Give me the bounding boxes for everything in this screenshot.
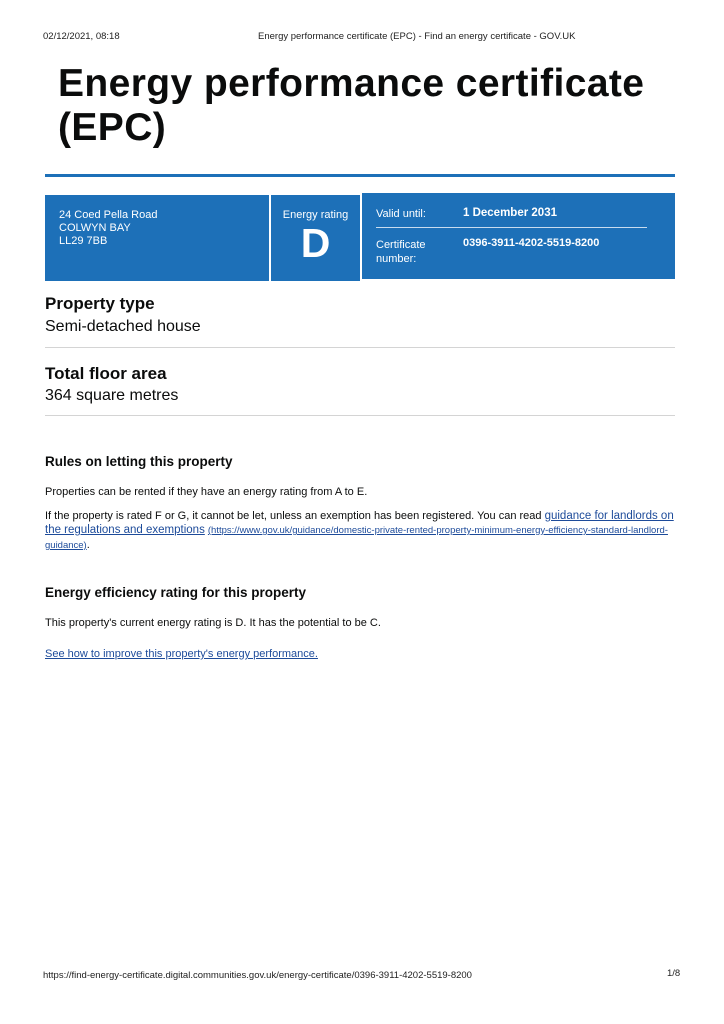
address-line-town: COLWYN BAY [59, 222, 131, 234]
address-panel [45, 195, 269, 281]
landlord-guidance-url-link[interactable]: (https://www.gov.uk/guidance/domestic-private-rented-property-minimum-energy-efficiency-standard-landlord-guidance) [45, 525, 668, 551]
page-number: 1/8 [667, 968, 681, 979]
valid-until-value: 1 December 2031 [463, 207, 557, 219]
property-type-heading: Property type [45, 294, 155, 313]
efficiency-rating-heading: Energy efficiency rating for this property [45, 585, 307, 600]
energy-rating-label: Energy rating [282, 209, 349, 221]
letting-rules-heading: Rules on letting this property [45, 454, 233, 469]
summary-divider [45, 347, 675, 348]
page-title: Energy performance certificate (EPC) [58, 62, 645, 149]
property-address [59, 209, 157, 248]
floor-area-value: 364 square metres [45, 387, 179, 404]
exemptions-text-prefix: If the property is rated F or G, it cannot be let, unless an exemption has been registered. You can read [45, 510, 545, 522]
certificate-number-value: 0396-3911-4202-5519-8200 [463, 237, 600, 249]
energy-rating-value: D [300, 220, 331, 266]
certificate-number-label: Certificate number: [376, 239, 426, 265]
energy-rating-panel [271, 195, 360, 281]
certificate-panel [362, 193, 675, 279]
footer-url: https://find-energy-certificate.digital.communities.gov.uk/energy-certificate/0396-3911-4202-5519-8200 [43, 970, 472, 981]
address-line-street: 24 Coed Pella Road [59, 209, 158, 221]
print-page-title: Energy performance certificate (EPC) - Find an energy certificate - GOV.UK [258, 31, 576, 42]
efficiency-rating-text: This property's current energy rating is D. It has the potential to be C. [45, 617, 381, 629]
improve-energy-performance-link[interactable]: See how to improve this property's energy performance. [45, 648, 318, 660]
title-divider [45, 174, 675, 177]
letting-rules-exemptions-text [45, 509, 681, 553]
property-type-value: Semi-detached house [45, 318, 201, 335]
certificate-divider [376, 227, 647, 228]
print-datetime: 02/12/2021, 08:18 [43, 31, 120, 42]
floor-area-heading: Total floor area [45, 364, 167, 383]
exemptions-text-suffix: . [86, 539, 90, 551]
valid-until-label: Valid until: [376, 208, 426, 220]
letting-rules-text: Properties can be rented if they have an energy rating from A to E. [45, 486, 368, 498]
address-line-postcode: LL29 7BB [59, 235, 108, 247]
summary-divider [45, 415, 675, 416]
landlord-guidance-link[interactable]: guidance for landlords on the regulations and exemptions [45, 510, 674, 536]
